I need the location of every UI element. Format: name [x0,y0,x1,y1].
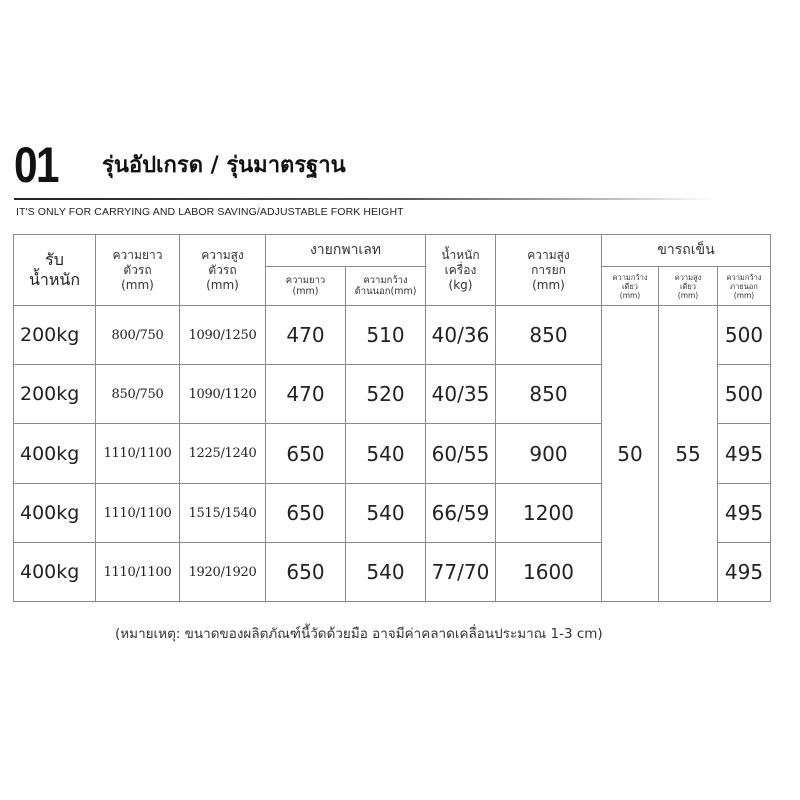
cell-fork-length: 470 [266,306,346,365]
cell-body-length: 1110/1100 [96,424,180,484]
cell-fork-width: 540 [346,484,426,543]
cell-outer-width: 500 [718,306,771,365]
header-body-length: ความยาว ตัวรถ (mm) [96,235,180,306]
cell-fork-length: 470 [266,365,346,424]
cell-body-length: 1110/1100 [96,484,180,543]
cell-capacity: 200kg [14,306,96,365]
cell-lift-height: 1600 [496,543,602,602]
cell-fork-width: 540 [346,424,426,484]
cell-body-height: 1920/1920 [180,543,266,602]
header-fork-group: งายกพาเลท [266,235,426,267]
cell-body-length: 850/750 [96,365,180,424]
cell-fork-width: 520 [346,365,426,424]
cell-outer-width: 495 [718,424,771,484]
cell-weight: 40/35 [426,365,496,424]
cell-capacity: 400kg [14,484,96,543]
header-body-height: ความสูง ตัวรถ (mm) [180,235,266,306]
cell-outer-width: 500 [718,365,771,424]
cell-body-height: 1090/1250 [180,306,266,365]
cell-weight: 66/59 [426,484,496,543]
cell-weight: 77/70 [426,543,496,602]
cell-body-height: 1225/1240 [180,424,266,484]
measurement-note: (หมายเหตุ: ขนาดของผลิตภัณฑ์นี้วัดด้วยมือ อาจมีค่าคลาดเคลื่อนประมาณ 1-3 cm) [115,626,603,642]
header-stand-group: ขารถเข็น [602,235,771,267]
cell-capacity: 200kg [14,365,96,424]
header-lift-height: ความสูง การยก (mm) [496,235,602,306]
cell-lift-height: 1200 [496,484,602,543]
cell-outer-width: 495 [718,543,771,602]
header-fork-length: ความยาว (mm) [266,267,346,306]
table-row [14,306,771,365]
cell-weight: 60/55 [426,424,496,484]
cell-fork-length: 650 [266,543,346,602]
cell-body-length: 800/750 [96,306,180,365]
cell-lift-height: 850 [496,365,602,424]
cell-fork-width: 510 [346,306,426,365]
cell-lift-height: 900 [496,424,602,484]
header-weight: น้ำหนัก เครื่อง (kg) [426,235,496,306]
cell-weight: 40/36 [426,306,496,365]
cell-body-height: 1515/1540 [180,484,266,543]
cell-capacity: 400kg [14,424,96,484]
header-single-height: ความสูง เดียว (mm) [659,267,718,306]
header-outer-width: ความกว้าง ภายนอก (mm) [718,267,771,306]
page-title: รุ่นอัปเกรด / รุ่นมาตรฐาน [102,153,346,178]
cell-body-length: 1110/1100 [96,543,180,602]
cell-single-height: 55 [659,306,718,602]
cell-single-width: 50 [602,306,659,602]
title-divider [14,198,714,200]
spec-table [13,234,771,602]
page-subtitle: IT'S ONLY FOR CARRYING AND LABOR SAVING/ADJUSTABLE FORK HEIGHT [16,206,404,218]
cell-outer-width: 495 [718,484,771,543]
section-number: 01 [14,137,58,193]
header-fork-outer-width: ความกว้าง ด้านนอก(mm) [346,267,426,306]
cell-fork-length: 650 [266,424,346,484]
cell-capacity: 400kg [14,543,96,602]
cell-lift-height: 850 [496,306,602,365]
cell-fork-width: 540 [346,543,426,602]
cell-body-height: 1090/1120 [180,365,266,424]
header-single-width: ความกว้าง เดียว (mm) [602,267,659,306]
cell-fork-length: 650 [266,484,346,543]
header-capacity: รับ น้ำหนัก [14,235,96,306]
